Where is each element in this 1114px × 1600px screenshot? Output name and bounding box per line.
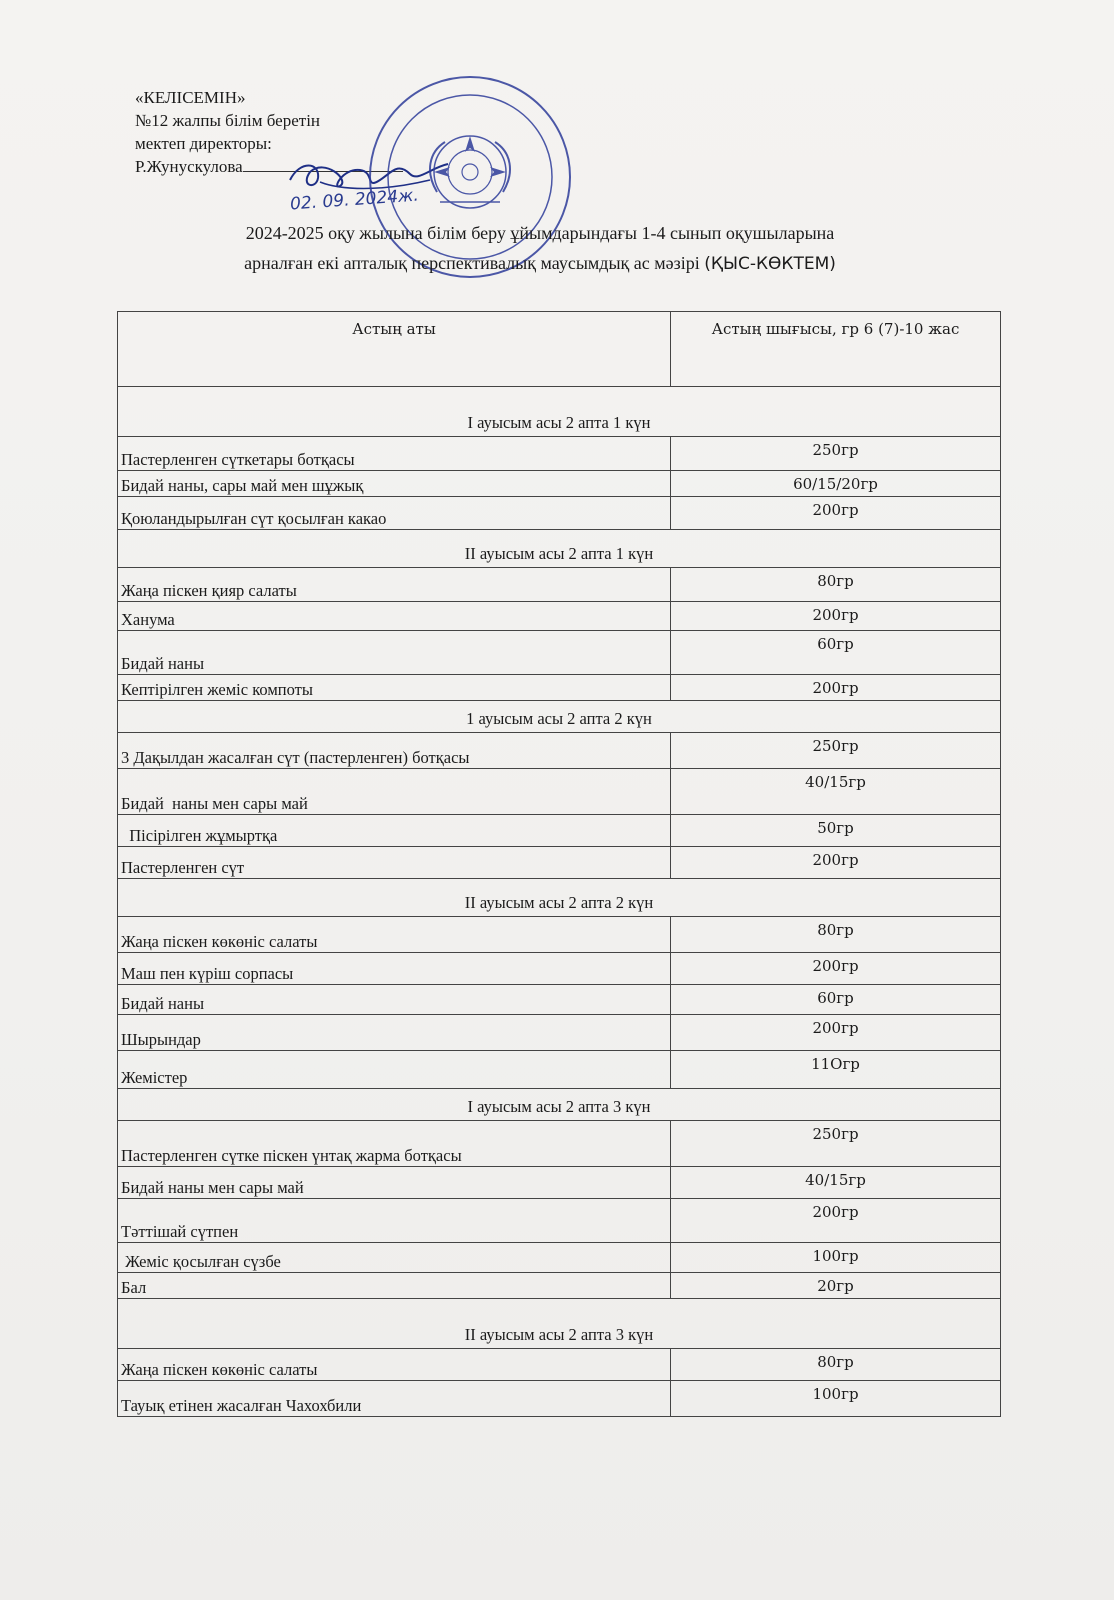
table-row [118,1051,1001,1089]
section-row [118,387,1001,437]
table-row [118,675,1001,701]
section-row [118,879,1001,917]
portion-size: 60гр [671,985,1001,1015]
dish-name: Бидай наны мен сары май [118,769,671,815]
approval-position: мектеп директоры: [135,134,272,153]
table-row [118,602,1001,631]
section-label: II ауысым асы 2 апта 2 күн [118,879,1001,917]
table-row [118,1273,1001,1299]
table-row [118,1243,1001,1273]
dish-name: Жаңа піскен қияр салаты [118,568,671,602]
section-label: II ауысым асы 2 апта 1 күн [118,530,1001,568]
section-label: I ауысым асы 2 апта 3 күн [118,1089,1001,1121]
table-header-row [118,312,1001,387]
dish-name: Қоюландырылған сүт қосылған какао [118,497,671,530]
dish-name: Маш пен күріш сорпасы [118,953,671,985]
table-row [118,471,1001,497]
table-row [118,733,1001,769]
portion-size: 200гр [671,1199,1001,1243]
portion-size: 200гр [671,675,1001,701]
section-row [118,530,1001,568]
section-row [118,1299,1001,1349]
table-row [118,631,1001,675]
dish-name: Бал [118,1273,671,1299]
table-row [118,1349,1001,1381]
dish-name: Пастерленген сүткетары ботқасы [118,437,671,471]
dish-name: Жеміс қосылған сүзбе [118,1243,671,1273]
table-row [118,953,1001,985]
table-row [118,1167,1001,1199]
table-row [118,568,1001,602]
table-row [118,917,1001,953]
portion-size: 200гр [671,847,1001,879]
portion-size: 60/15/20гр [671,471,1001,497]
section-row [118,701,1001,733]
dish-name: Жаңа піскен көкөніс салаты [118,917,671,953]
season-label: (ҚЫС-КӨКТЕМ) [704,254,836,274]
dish-name: Кептірілген жеміс компоты [118,675,671,701]
section-label: 1 ауысым асы 2 апта 2 күн [118,701,1001,733]
menu-table [117,311,1001,1417]
dish-name: Пісірілген жұмыртқа [118,815,671,847]
table-row [118,815,1001,847]
dish-name: Пастерленген сүт [118,847,671,879]
approval-date: 02. 09. 2024ж. [289,185,420,215]
portion-size: 200гр [671,497,1001,530]
section-label: I ауысым асы 2 апта 1 күн [118,387,1001,437]
approval-school: №12 жалпы білім беретін [135,111,321,130]
dish-name: Шырындар [118,1015,671,1051]
approval-director-name: Р.Жунускулова [135,157,243,176]
portion-size: 200гр [671,953,1001,985]
dish-name: 3 Дақылдан жасалған сүт (пастерленген) ботқасы [118,733,671,769]
portion-size: 250гр [671,437,1001,471]
portion-size: 100гр [671,1243,1001,1273]
portion-size: 200гр [671,602,1001,631]
portion-size: 50гр [671,815,1001,847]
section-label: II ауысым асы 2 апта 3 күн [118,1299,1001,1349]
dish-name: Бидай наны [118,631,671,675]
portion-size: 60гр [671,631,1001,675]
table-row [118,1199,1001,1243]
document-title [110,218,970,279]
title-line-2: арналған екі апталық перспективалық маусымдық ас мәзірі [244,253,700,273]
table-row [118,497,1001,530]
dish-name: Жаңа піскен көкөніс салаты [118,1349,671,1381]
table-row [118,437,1001,471]
portion-size: 80гр [671,917,1001,953]
portion-size: 250гр [671,1121,1001,1167]
table-row [118,769,1001,815]
portion-size: 20гр [671,1273,1001,1299]
section-row [118,1089,1001,1121]
title-line-1: 2024-2025 оқу жылына білім беру ұйымдарындағы 1-4 сынып оқушыларына [245,223,835,243]
table-row [118,1381,1001,1417]
table-row [118,1015,1001,1051]
portion-size: 250гр [671,733,1001,769]
dish-name: Тауық етінен жасалған Чахохбили [118,1381,671,1417]
portion-size: 80гр [671,1349,1001,1381]
approval-heading: «КЕЛІСЕМІН» [135,88,246,107]
portion-size: 80гр [671,568,1001,602]
dish-name: Бидай наны мен сары май [118,1167,671,1199]
portion-size: 200гр [671,1015,1001,1051]
table-row [118,847,1001,879]
portion-size: 11Огр [671,1051,1001,1089]
dish-name: Жемістер [118,1051,671,1089]
portion-size: 40/15гр [671,769,1001,815]
dish-name: Бидай наны, сары май мен шұжық [118,471,671,497]
portion-size: 40/15гр [671,1167,1001,1199]
table-row [118,1121,1001,1167]
table-row [118,985,1001,1015]
header-dish-name: Астың аты [118,312,671,387]
portion-size: 100гр [671,1381,1001,1417]
dish-name: Бидай наны [118,985,671,1015]
dish-name: Ханума [118,602,671,631]
dish-name: Тәттішай сүтпен [118,1199,671,1243]
dish-name: Пастерленген сүтке піскен үнтақ жарма ботқасы [118,1121,671,1167]
header-portion: Астың шығысы, гр 6 (7)-10 жас [671,312,1001,387]
